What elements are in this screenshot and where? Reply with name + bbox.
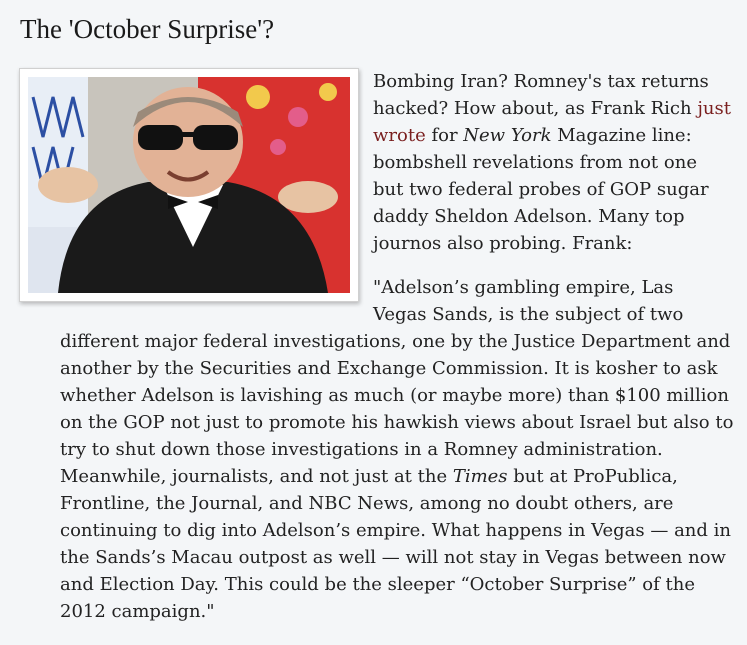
quote-line-2: Vegas Sands, is the subject of two	[373, 304, 684, 325]
quote-body	[60, 328, 740, 625]
intro-mid: for	[425, 125, 464, 146]
quote-after-times: but at ProPublica, Frontline, the Journal, and NBC News, among no doubt others, are continuing to dig into Adelson’s empire. What happens in Vegas — and in the Sands’s Macau outpost as well — will not stay in Vegas between now and Election Day. This could be the sleeper “October Surprise” of the 2012 campaign."	[60, 466, 731, 622]
intro-after: Magazine line: bombshell revelations from not one but two federal probes of GOP sugar daddy Sheldon Adelson. Many top journos also probing. Frank:	[373, 125, 709, 254]
intro-paragraph	[373, 68, 733, 257]
quote-line-1: "Adelson’s gambling empire, Las	[373, 277, 674, 298]
just-wrote-link[interactable]: just wrote	[373, 98, 731, 146]
quote-before-times: different major federal investigations, one by the Justice Department and another by the Securities and Exchange Commission. It is kosher to ask whether Adelson is lavishing as much (or maybe more) than $100 million on the GOP not just to promote his hawkish views about Israel but also to try to shut down those investigations in a Romney administration. Meanwhile, journalists, and not just at the	[60, 331, 734, 487]
times-italic: Times	[452, 466, 508, 487]
intro-text: Bombing Iran? Romney's tax returns hacked? How about, as Frank Rich	[373, 71, 709, 119]
article-photo	[19, 68, 359, 302]
photo-man-in-tuxedo	[28, 77, 350, 293]
article-title: The 'October Surprise'?	[20, 14, 275, 44]
publication-name: New York	[463, 125, 552, 146]
